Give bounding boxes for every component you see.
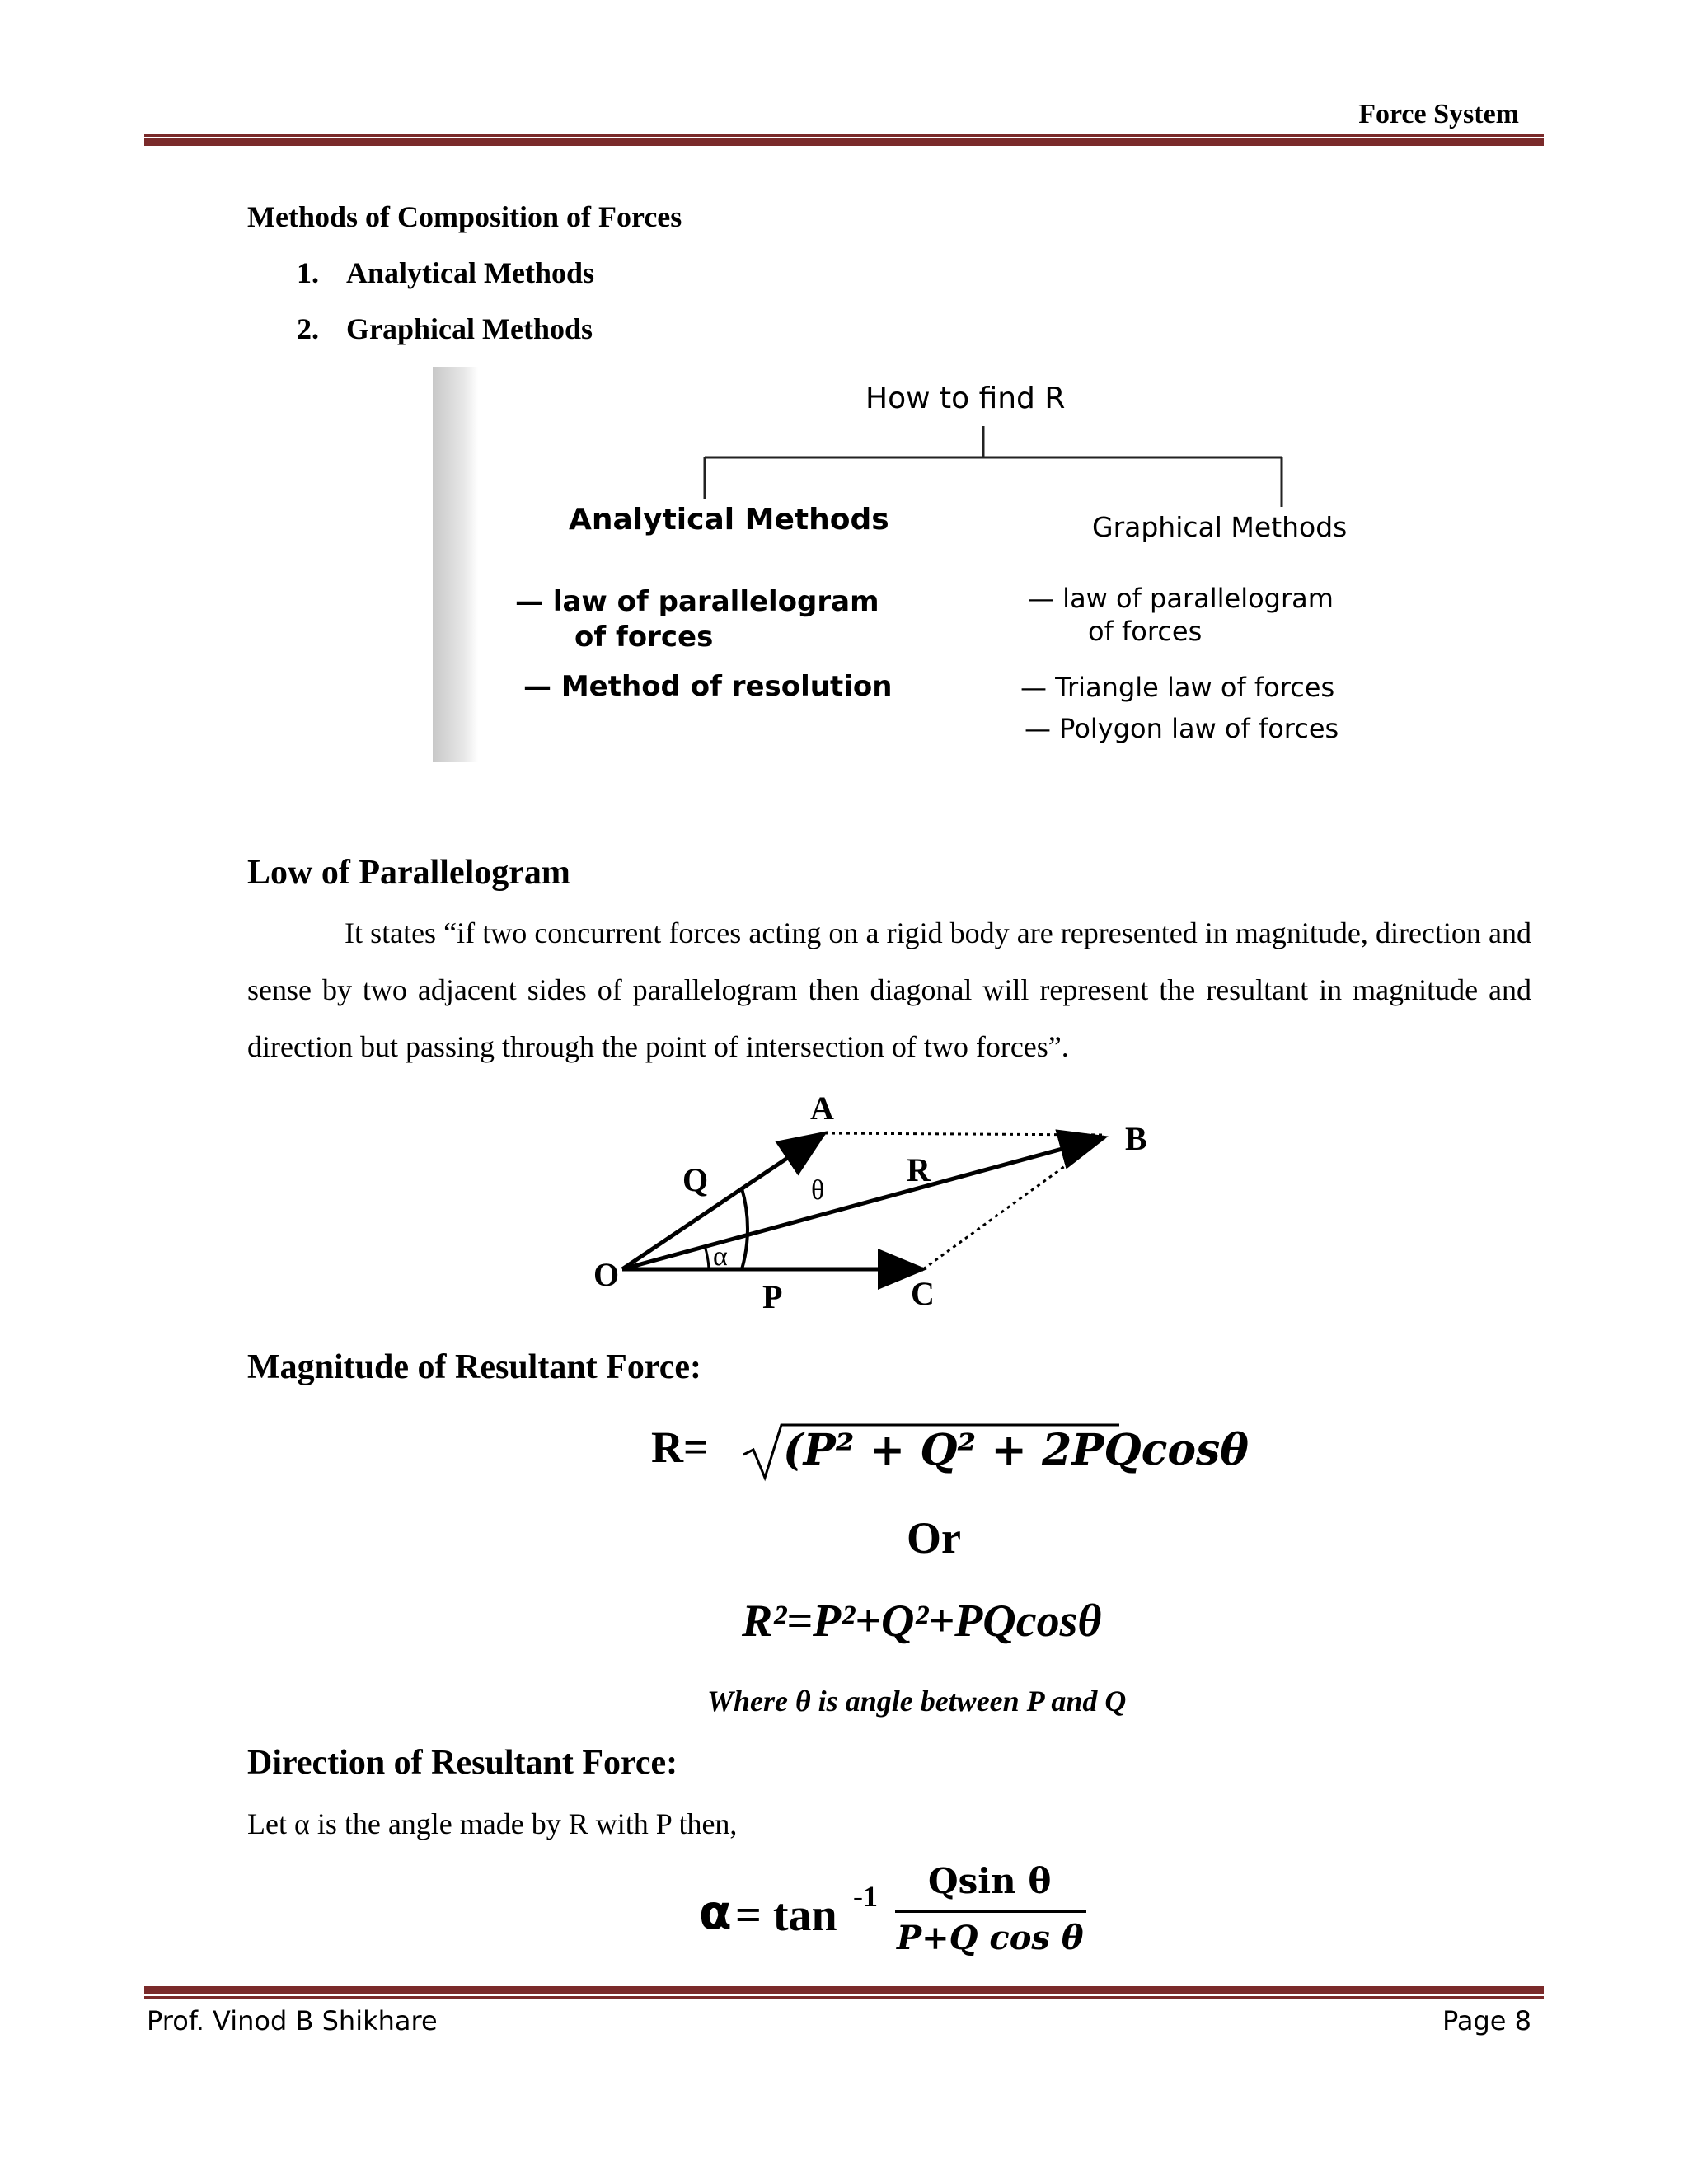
parallelogram-statement: It states “if two concurrent forces acting on a rigid body are represented in magnitude, direction and sense by two adjacent sides of parallelogram then diagonal will represent the resultant in magnitude and direction but passing through the point of intersection of two forces”. xyxy=(247,916,1531,1063)
tree-graphical-item-3: — Polygon law of forces xyxy=(1025,713,1339,744)
theta-arc xyxy=(742,1188,748,1269)
formula-sup: -1 xyxy=(853,1880,878,1913)
tree-graphical-item-2: — Triangle law of forces xyxy=(1020,672,1335,703)
magnitude-where: Where θ is angle between P and Q xyxy=(707,1685,1127,1718)
formula-numerator: Qsin θ xyxy=(928,1861,1052,1901)
alpha-arc xyxy=(705,1246,709,1269)
methods-item-1 xyxy=(297,255,594,290)
label-a: A xyxy=(810,1092,834,1127)
fraction-bar xyxy=(895,1910,1086,1913)
formula-denominator: P+Q cos θ xyxy=(897,1919,1084,1957)
label-c: C xyxy=(911,1275,935,1312)
footer-page-number: Page 8 xyxy=(1442,2005,1531,2036)
label-r: R xyxy=(907,1151,931,1188)
label-q: Q xyxy=(682,1161,709,1198)
tree-analytical-item-1b: of forces xyxy=(574,621,714,654)
methods-item-number: 1. xyxy=(297,256,319,289)
tree-graphical-title: Graphical Methods xyxy=(1092,511,1348,543)
label-theta: θ xyxy=(811,1175,825,1206)
magnitude-heading: Magnitude of Resultant Force: xyxy=(247,1348,701,1386)
direction-text: Let α is the angle made by R with P then, xyxy=(247,1807,738,1840)
dotted-side-cb xyxy=(923,1137,1104,1269)
dotted-side-ab xyxy=(824,1133,1104,1135)
methods-item-label: Analytical Methods xyxy=(346,256,594,289)
resultant-r-arrow xyxy=(622,1137,1104,1269)
footer-author: Prof. Vinod B Shikhare xyxy=(147,2005,438,2036)
methods-item-number: 2. xyxy=(297,312,319,345)
magnitude-radicand: (P² + Q² + 2PQcosθ xyxy=(783,1425,1249,1475)
direction-heading: Direction of Resultant Force: xyxy=(247,1744,678,1782)
label-o: O xyxy=(593,1256,620,1293)
direction-formula xyxy=(699,1861,1095,1976)
tree-graphical-item-1: — law of parallelogram xyxy=(1028,583,1334,614)
header-rule-thick xyxy=(144,138,1544,146)
methods-heading: Methods of Composition of Forces xyxy=(247,200,682,233)
formula-alpha: α xyxy=(699,1884,732,1940)
tree-analytical-item-1: — law of parallelogram xyxy=(515,585,879,618)
methods-tree-diagram xyxy=(433,367,1430,762)
methods-item-label: Graphical Methods xyxy=(346,312,593,345)
label-p: P xyxy=(762,1278,783,1315)
tree-analytical-item-2: — Method of resolution xyxy=(523,670,893,703)
footer-rule-thick xyxy=(144,1986,1544,1994)
tree-root-label: How to find R xyxy=(865,382,1066,415)
magnitude-lhs: R= xyxy=(651,1422,709,1472)
header-title: Force System xyxy=(1358,99,1519,129)
tree-connectors xyxy=(433,367,1430,762)
parallelogram-figure xyxy=(577,1092,1203,1315)
tree-graphical-item-1b: of forces xyxy=(1088,616,1203,647)
magnitude-eq2: R²=P²+Q²+PQcosθ xyxy=(742,1596,1102,1647)
header-rule-thin xyxy=(144,134,1544,137)
formula-tan: = tan xyxy=(735,1890,837,1941)
parallelogram-heading: Low of Parallelogram xyxy=(247,854,570,892)
footer-rule-thin xyxy=(144,1996,1544,1999)
label-b: B xyxy=(1125,1120,1147,1157)
label-alpha: α xyxy=(713,1241,728,1272)
methods-item-2 xyxy=(297,312,593,346)
magnitude-or: Or xyxy=(907,1513,961,1563)
tree-analytical-title: Analytical Methods xyxy=(569,503,889,537)
